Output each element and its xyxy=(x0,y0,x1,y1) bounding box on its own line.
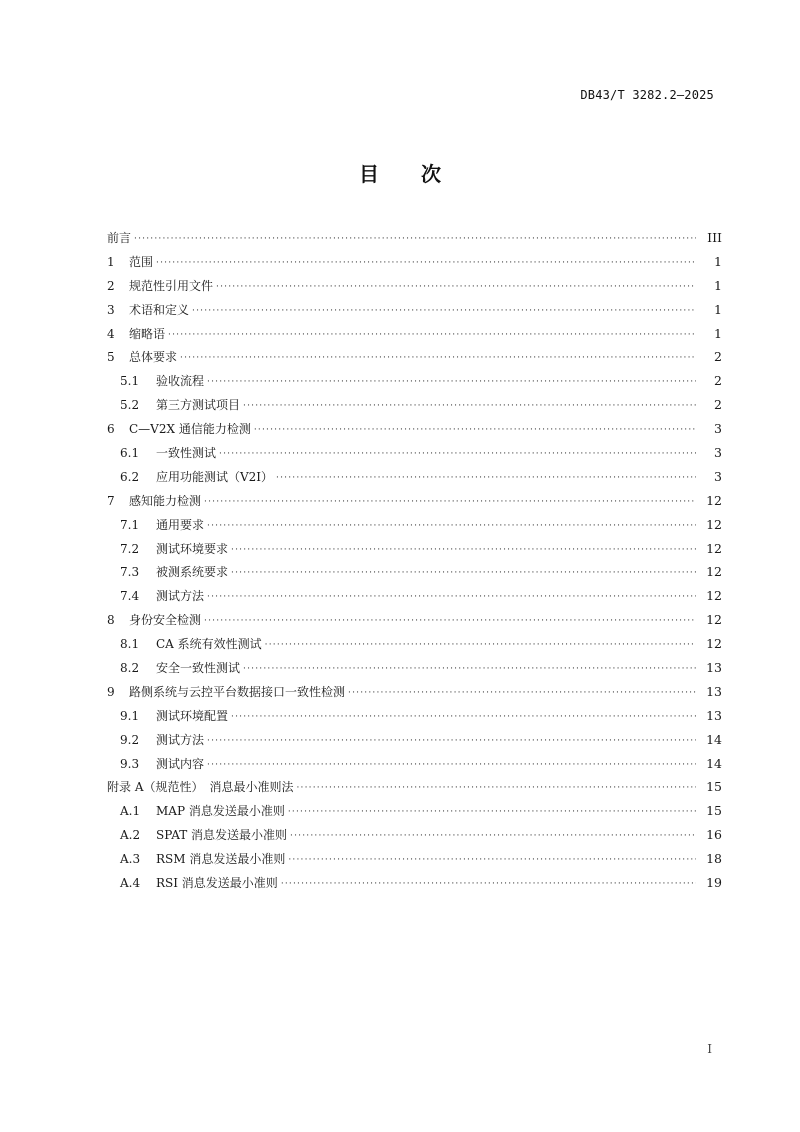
toc-entry[interactable] xyxy=(107,823,722,847)
toc-entry-label: 术语和定义 xyxy=(129,302,190,317)
toc-entry-label: MAP 消息发送最小准则 xyxy=(156,804,285,819)
toc-leader-dots xyxy=(288,801,696,825)
toc-entry-label: 测试方法 xyxy=(156,589,205,604)
toc-entry[interactable] xyxy=(107,393,722,417)
toc-entry-page: 13 xyxy=(706,683,722,699)
toc-leader-dots xyxy=(348,682,696,706)
toc-entry[interactable] xyxy=(107,513,722,537)
toc-entry-number: 7.4 xyxy=(120,589,140,604)
toc-leader-dots xyxy=(231,562,696,586)
toc-entry[interactable] xyxy=(107,465,722,489)
toc-entry[interactable] xyxy=(107,632,722,656)
toc-leader-dots xyxy=(254,419,696,443)
toc-entry-number: A.3 xyxy=(120,852,141,867)
toc-entry-page: 2 xyxy=(714,373,722,389)
toc-entry-number: 6.2 xyxy=(120,469,140,484)
toc-entry[interactable] xyxy=(107,345,722,369)
toc-leader-dots xyxy=(156,252,696,276)
toc-entry[interactable] xyxy=(107,274,722,298)
toc-leader-dots xyxy=(207,371,696,395)
toc-leader-dots xyxy=(207,730,696,754)
toc-leader-dots xyxy=(281,873,696,897)
toc-leader-dots xyxy=(219,443,696,467)
toc-entry-label: 身份安全检测 xyxy=(129,613,202,628)
toc-entry-page: 12 xyxy=(706,516,722,532)
toc-entry[interactable] xyxy=(107,704,722,728)
toc-entry-page: 3 xyxy=(714,445,722,461)
toc-entry-number: 6.1 xyxy=(120,446,140,461)
toc-entry[interactable] xyxy=(107,417,722,441)
toc-entry[interactable] xyxy=(107,537,722,561)
toc-entry-page: 1 xyxy=(714,253,722,269)
toc-entry-page: 12 xyxy=(706,636,722,652)
toc-entry-page: 12 xyxy=(706,612,722,628)
toc-entry[interactable] xyxy=(107,680,722,704)
toc-entry-number: 9.3 xyxy=(120,756,140,771)
toc-leader-dots xyxy=(216,276,696,300)
toc-entry-label: 缩略语 xyxy=(129,326,166,341)
toc-entry-page: III xyxy=(707,230,722,245)
toc-entry-page: 13 xyxy=(706,660,722,676)
toc-entry-page: 12 xyxy=(706,492,722,508)
toc-entry-number: 7 xyxy=(107,493,115,508)
toc-entry-number: A.1 xyxy=(120,804,141,819)
toc-entry-label: 范围 xyxy=(129,254,154,269)
page-title xyxy=(0,158,800,187)
toc-entry-page: 1 xyxy=(714,277,722,293)
toc-leader-dots xyxy=(207,586,696,610)
toc-entry-label: 总体要求 xyxy=(129,350,178,365)
toc-leader-dots xyxy=(204,610,696,634)
toc-leader-dots xyxy=(180,347,696,371)
toc-leader-dots xyxy=(134,228,696,252)
toc-entry-label: 测试环境要求 xyxy=(156,541,229,556)
toc-entry[interactable] xyxy=(107,298,722,322)
toc-entry-number: 5.2 xyxy=(120,398,140,413)
toc-entry-number: A.2 xyxy=(120,828,141,843)
toc-entry-label: SPAT 消息发送最小准则 xyxy=(156,828,288,843)
toc-entry[interactable] xyxy=(107,799,722,823)
title-char-2: 次 xyxy=(421,162,441,186)
toc-leader-dots xyxy=(168,324,696,348)
toc-entry-label: 一致性测试 xyxy=(156,446,217,461)
toc-entry-page: 12 xyxy=(706,588,722,604)
toc-entry-label: 通用要求 xyxy=(156,517,205,532)
toc-entry-number: 7.3 xyxy=(120,565,140,580)
standard-code: DB43/T 3282.2—2025 xyxy=(580,88,714,102)
toc-entry[interactable] xyxy=(107,560,722,584)
toc-entry-label: 验收流程 xyxy=(156,374,205,389)
toc-entry[interactable] xyxy=(107,871,722,895)
toc-entry[interactable] xyxy=(107,656,722,680)
toc-entry-label: 第三方测试项目 xyxy=(156,398,241,413)
toc-entry-number: 8 xyxy=(107,613,115,628)
toc-entry-page: 12 xyxy=(706,564,722,580)
toc-entry-label: 安全一致性测试 xyxy=(156,661,241,676)
toc-entry[interactable] xyxy=(107,752,722,776)
toc-entry-number: 9.2 xyxy=(120,732,140,747)
toc-entry-number: 5 xyxy=(107,350,115,365)
toc-leader-dots xyxy=(288,849,696,873)
toc-entry-number: 4 xyxy=(107,326,115,341)
toc-leader-dots xyxy=(265,634,696,658)
toc-entry-number: 8.1 xyxy=(120,637,140,652)
toc-entry-label: 规范性引用文件 xyxy=(129,278,214,293)
toc-leader-dots xyxy=(290,825,696,849)
toc-entry[interactable] xyxy=(107,226,722,250)
toc-leader-dots xyxy=(231,706,696,730)
toc-entry-number: 9 xyxy=(107,684,115,699)
toc-entry-number: 3 xyxy=(107,302,115,317)
toc-entry-label: 测试内容 xyxy=(156,756,205,771)
toc-entry-number: 9.1 xyxy=(120,708,140,723)
toc-entry[interactable] xyxy=(107,369,722,393)
toc-entry[interactable] xyxy=(107,847,722,871)
toc-leader-dots xyxy=(243,395,696,419)
toc-entry-number: 5.1 xyxy=(120,374,140,389)
toc-entry-number: 2 xyxy=(107,278,115,293)
title-char-1: 目 xyxy=(359,162,379,186)
toc-entry[interactable] xyxy=(107,608,722,632)
toc-entry[interactable] xyxy=(107,584,722,608)
toc-entry-label: 测试方法 xyxy=(156,732,205,747)
toc-entry-page: 3 xyxy=(714,468,722,484)
toc-entry[interactable] xyxy=(107,775,722,799)
toc-entry-label: CA 系统有效性测试 xyxy=(156,637,262,652)
toc-entry-label: 应用功能测试（V2I） xyxy=(156,469,274,484)
toc-entry[interactable] xyxy=(107,728,722,752)
toc-entry-label: 路侧系统与云控平台数据接口一致性检测 xyxy=(129,684,346,699)
footer-page-number: I xyxy=(707,1042,712,1056)
toc-leader-dots xyxy=(243,658,696,682)
toc-entry-page: 1 xyxy=(714,325,722,341)
toc-entry-page: 15 xyxy=(706,803,722,819)
table-of-contents xyxy=(107,226,722,895)
toc-entry-label: 前言 xyxy=(107,231,132,245)
toc-leader-dots xyxy=(276,467,696,491)
toc-leader-dots xyxy=(207,754,696,778)
toc-entry-page: 12 xyxy=(706,540,722,556)
toc-leader-dots xyxy=(231,539,696,563)
toc-entry[interactable] xyxy=(107,489,722,513)
toc-entry-page: 1 xyxy=(714,301,722,317)
toc-entry-page: 14 xyxy=(706,731,722,747)
toc-entry-label: 附录 A（规范性） 消息最小准则法 xyxy=(107,780,294,795)
toc-entry[interactable] xyxy=(107,322,722,346)
toc-entry-page: 2 xyxy=(714,349,722,365)
toc-entry-number: 7.1 xyxy=(120,517,140,532)
toc-entry-number: 6 xyxy=(107,422,115,437)
toc-entry-page: 3 xyxy=(714,421,722,437)
toc-entry-page: 16 xyxy=(706,827,722,843)
toc-entry-label: 感知能力检测 xyxy=(129,493,202,508)
toc-entry-page: 13 xyxy=(706,707,722,723)
toc-leader-dots xyxy=(192,300,696,324)
toc-leader-dots xyxy=(204,491,696,515)
toc-entry-page: 2 xyxy=(714,397,722,413)
toc-entry-number: 7.2 xyxy=(120,541,140,556)
toc-leader-dots xyxy=(296,777,696,801)
toc-entry[interactable] xyxy=(107,250,722,274)
toc-entry-page: 19 xyxy=(706,875,722,891)
toc-leader-dots xyxy=(207,515,696,539)
toc-entry-label: RSI 消息发送最小准则 xyxy=(156,876,278,891)
toc-entry-label: RSM 消息发送最小准则 xyxy=(156,852,286,867)
toc-entry[interactable] xyxy=(107,441,722,465)
toc-entry-number: A.4 xyxy=(120,876,141,891)
toc-entry-page: 14 xyxy=(706,755,722,771)
toc-entry-number: 8.2 xyxy=(120,661,140,676)
toc-entry-label: 测试环境配置 xyxy=(156,708,229,723)
toc-entry-page: 18 xyxy=(706,851,722,867)
toc-entry-label: 被测系统要求 xyxy=(156,565,229,580)
toc-entry-number: 1 xyxy=(107,254,115,269)
toc-entry-label: C—V2X 通信能力检测 xyxy=(129,422,251,437)
toc-entry-page: 15 xyxy=(706,779,722,795)
